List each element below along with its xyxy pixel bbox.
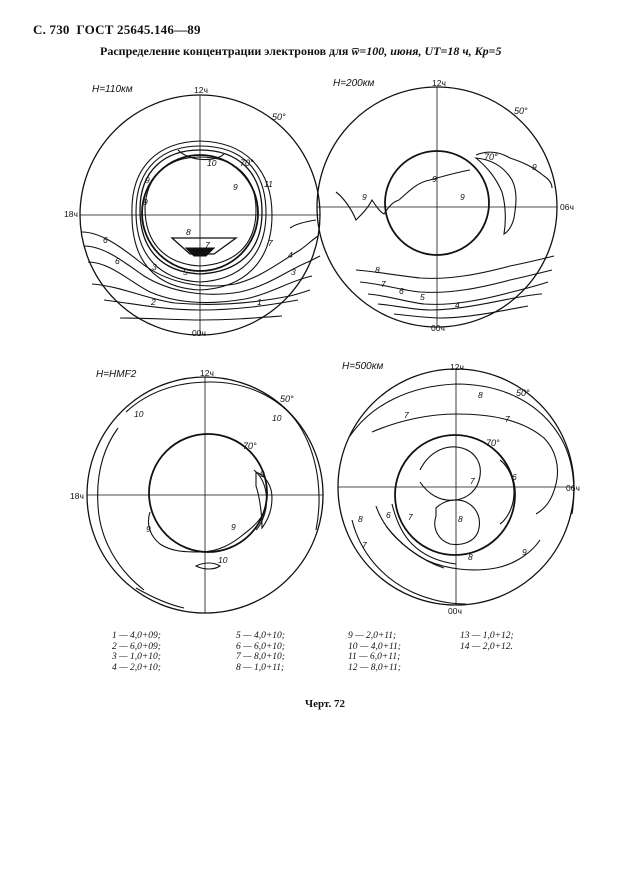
- contour-label: 9: [460, 192, 465, 202]
- latitude-label-70: 70°: [484, 152, 498, 162]
- legend-item: 8 — 1,0+11;: [236, 662, 285, 673]
- legend-item: 13 — 1,0+12;: [460, 631, 514, 641]
- panel-height-label: H=110км: [92, 84, 133, 95]
- panel-h200: [317, 87, 557, 327]
- time-label-noon: 12ч: [432, 78, 446, 88]
- title-text: Распределение концентрации электронов для: [100, 44, 349, 58]
- contour-label: 5: [183, 267, 188, 277]
- legend-item: 14 — 2,0+12.: [460, 641, 513, 652]
- contour-label: 9: [145, 175, 150, 185]
- inner-circle-70deg: [395, 435, 515, 555]
- legend-item: 3 — 1,0+10;: [112, 652, 161, 662]
- legend-item: 1 — 4,0+09;: [112, 631, 161, 641]
- legend-item: 11 — 6,0+11;: [348, 652, 401, 662]
- contour-label: 6: [386, 510, 391, 520]
- contour-label: 7: [404, 410, 409, 420]
- contour-label: 8: [458, 514, 463, 524]
- contour-label: 7: [205, 240, 210, 250]
- time-label-noon: 12ч: [450, 362, 464, 372]
- contour-label: 4: [288, 250, 293, 260]
- contour-label: 10: [134, 409, 144, 419]
- time-label-06h: 06ч: [560, 202, 574, 212]
- legend-col-2: [236, 631, 285, 673]
- legend-item: 5 — 4,0+10;: [236, 631, 285, 641]
- contour-label: 6: [399, 286, 404, 296]
- legend-item: 4 — 2,0+10;: [112, 662, 161, 673]
- contour-label: 5: [420, 292, 425, 302]
- contour-label: 9: [522, 547, 527, 557]
- latitude-label-70: 70°: [486, 438, 500, 448]
- contour-label: 3: [152, 262, 157, 272]
- contour-label: 4: [455, 300, 460, 310]
- contour-label: 9: [231, 522, 236, 532]
- contour-label: 11: [264, 179, 273, 189]
- latitude-label-50: 50°: [514, 106, 528, 116]
- latitude-label-50: 50°: [272, 112, 286, 122]
- page-number: С. 730: [33, 22, 70, 37]
- contour-label: 10: [272, 413, 282, 423]
- contour-label: 3: [291, 267, 296, 277]
- panel-height-label: H=500км: [342, 361, 384, 372]
- time-label-midnight: 00ч: [448, 606, 462, 616]
- contour-label: 9: [143, 197, 148, 207]
- contour-label: 6: [103, 235, 108, 245]
- contour-label: 8: [186, 227, 191, 237]
- panel-h110: [80, 95, 320, 335]
- legend-item: 10 — 4,0+11;: [348, 641, 401, 652]
- legend-item: 7 — 8,0+10;: [236, 652, 285, 662]
- contour-label: 7: [381, 279, 386, 289]
- contour-label: 7: [408, 512, 413, 522]
- time-label-06h: 06ч: [566, 483, 580, 493]
- time-label-noon: 12ч: [200, 368, 214, 378]
- contour-label: 9: [260, 469, 265, 479]
- time-label-18h: 18ч: [64, 209, 78, 219]
- inner-circle-70deg: [149, 434, 267, 552]
- contour-label: 7: [470, 476, 475, 486]
- panel-h500: [338, 369, 574, 605]
- contour-label: 9: [432, 174, 437, 184]
- contour-label: 8: [358, 514, 363, 524]
- legend-col-4: [460, 631, 514, 652]
- legend-col-3: [348, 631, 401, 673]
- panel-hmf2: [87, 377, 323, 613]
- contour-label: 8: [478, 390, 483, 400]
- time-label-18h: 18ч: [70, 491, 84, 501]
- latitude-label-50: 50°: [516, 388, 530, 398]
- legend-item: 2 — 6,0+09;: [112, 641, 161, 652]
- time-label-midnight: 00ч: [431, 323, 445, 333]
- contour-label: 10: [218, 555, 228, 565]
- time-label-midnight: 00ч: [192, 328, 206, 338]
- legend-item: 6 — 6,0+10;: [236, 641, 285, 652]
- latitude-label-50: 50°: [280, 394, 294, 404]
- contour-label: 9: [146, 524, 151, 534]
- figure-caption: Черт. 72: [305, 698, 346, 710]
- time-label-noon: 12ч: [194, 85, 208, 95]
- latitude-label-70: 70°: [240, 158, 254, 168]
- standard-number: ГОСТ 25645.146—89: [76, 22, 201, 37]
- latitude-label-70: 70°: [243, 441, 257, 451]
- contour-label: 10: [207, 158, 217, 168]
- legend-col-1: [112, 631, 161, 673]
- legend-item: 12 — 8,0+11;: [348, 662, 401, 673]
- contour-label: 9: [362, 192, 367, 202]
- contour-label: 2: [151, 297, 156, 307]
- contour-label: 8: [375, 265, 380, 275]
- contour-label: 6: [115, 256, 120, 266]
- panel-height-label: H=200км: [333, 78, 375, 89]
- contour-label: 8: [468, 552, 473, 562]
- contour-label: 9: [233, 182, 238, 192]
- legend-item: 9 — 2,0+11;: [348, 631, 397, 641]
- contour-label: 9: [532, 162, 537, 172]
- contour-label: 7: [268, 238, 273, 248]
- panel-height-label: H=HMF2: [96, 369, 137, 380]
- contour-label: 7: [505, 414, 510, 424]
- title-parameters: w̅=100, июня, UT=18 ч, Kp=5: [351, 44, 502, 58]
- contour-label: 7: [362, 540, 367, 550]
- contour-label: 1: [257, 297, 262, 307]
- contour-label: 6: [512, 472, 517, 482]
